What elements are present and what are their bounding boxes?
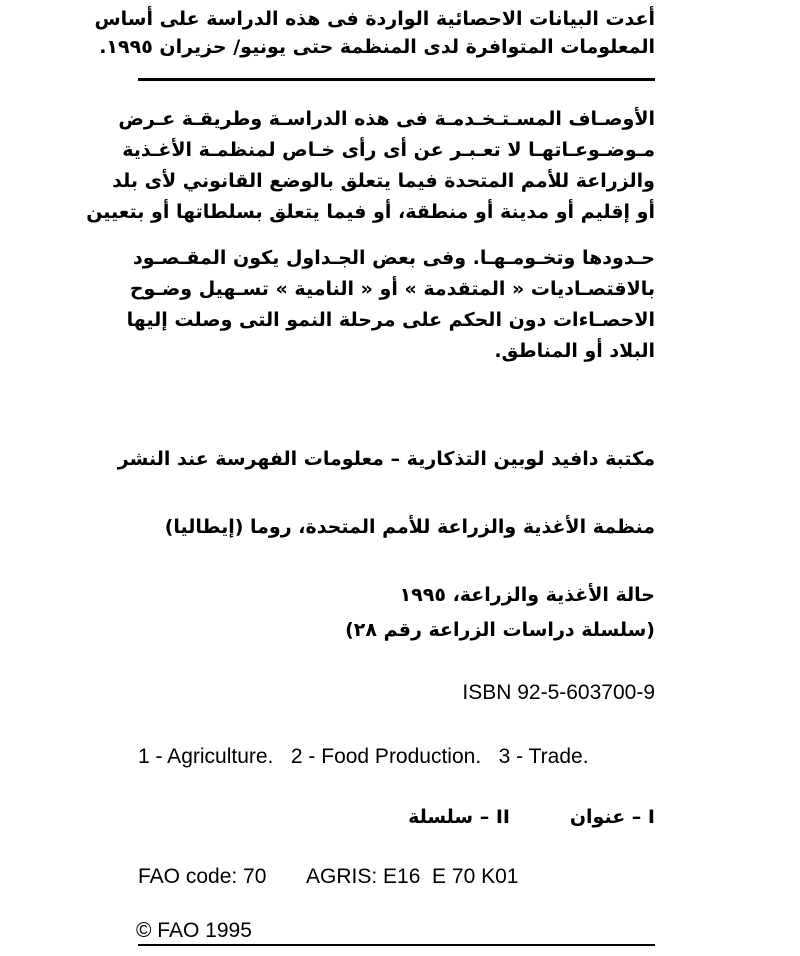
disclaimer-line: الأوصـاف المسـتـخـدمـة فى هذه الدراسـة وطريقـة عـرض (118, 108, 655, 130)
publisher: منظمة الأغذية والزراعة للأمم المتحدة، روما (إيطاليا) (164, 516, 655, 538)
subjects: 1 - Agriculture. 2 - Food Production. 3 - Trade. (138, 745, 589, 768)
intro-line: المعلومات المتوافرة لدى المنظمة حتى يونيو/ حزيران ١٩٩٥. (99, 36, 655, 58)
disclaimer-line: الاحصـاءات دون الحكم على مرحلة النمو التى وصلت إليها (126, 309, 655, 331)
disclaimer-line: البلاد أو المناطق. (494, 340, 655, 362)
entry-title: I – عنوان (569, 806, 655, 828)
isbn: ISBN 92-5-603700-9 (462, 681, 655, 704)
disclaimer-line: مـوضـوعـاتهـا لا تعـبـر عن أى رأى خـاص لمنظمـة الأغـذية (122, 139, 655, 161)
copyright: © FAO 1995 (136, 919, 252, 942)
book-title: حالة الأغذية والزراعة، ١٩٩٥ (399, 584, 655, 606)
bottom-divider (138, 944, 655, 946)
entry-series: II – سلسلة (408, 806, 510, 828)
fao-code: FAO code: 70 (138, 865, 267, 888)
intro-line: أعدت البيانات الاحصائية الواردة فى هذه الدراسة على أساس (94, 8, 655, 30)
disclaimer-line: بالاقتصـاديات « المتقدمة » أو « النامية » تسـهيل وضـوح (129, 278, 655, 300)
disclaimer-line: أو إقليم أو مدينة أو منطقة، أو فيما يتعلق بسلطاتها أو بتعيين (86, 201, 655, 223)
series: (سلسلة دراسات الزراعة رقم ٢٨) (345, 619, 655, 641)
agris-code: AGRIS: E16 E 70 K01 (306, 865, 519, 888)
divider (138, 78, 655, 81)
disclaimer-line: حـدودها وتخـومـهـا. وفى بعض الجـداول يكون المقـصـود (132, 247, 655, 269)
disclaimer-line: والزراعة للأمم المتحدة فيما يتعلق بالوضع القانوني لأى بلد (112, 170, 655, 192)
cataloguing-heading: مكتبة دافيد لوبين التذكارية – معلومات الفهرسة عند النشر (117, 448, 655, 470)
